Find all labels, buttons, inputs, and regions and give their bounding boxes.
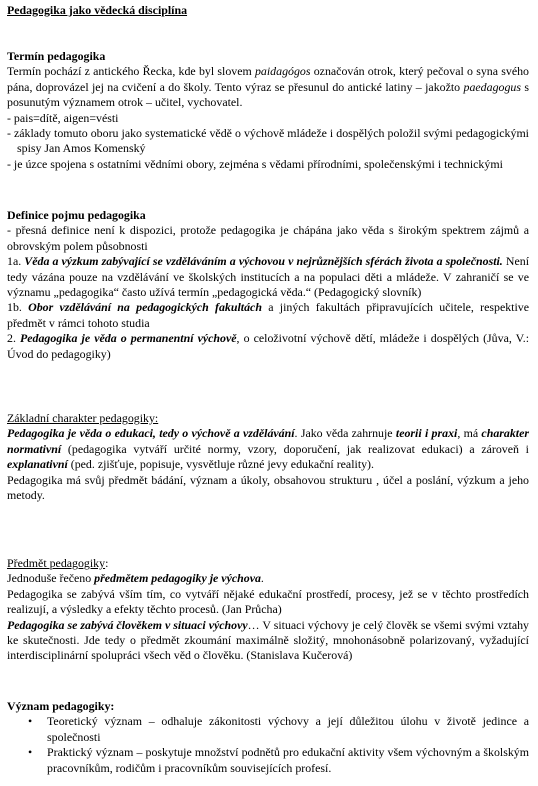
text: , o celoživotní výchově dětí, mládeže i dospělých (Jůva, V.: Úvod do pedagogiky) <box>7 331 530 361</box>
heading-text: Předmět pedagogiky <box>7 556 106 570</box>
paragraph: Pedagogika se zabývá vším tím, co vytváří nějaké edukační prostředí, procesy, jež se v těchto prostředích realizují, a výsledky a efekty těchto procesů. (Jan Průcha) <box>7 586 529 617</box>
definition-2 <box>7 331 529 362</box>
text: Termín pochází z antického Řecka, kde byl slovem <box>7 64 255 79</box>
bullet-item <box>7 745 529 776</box>
emphasis: předmětem pedagogiky je výchova <box>94 571 261 586</box>
emphasis: Pedagogika je věda o permanentní výchově <box>20 331 237 346</box>
section-heading: Základní charakter pedagogiky: <box>7 411 159 425</box>
emphasis: paedagogus <box>463 79 521 94</box>
item-number: 1a. <box>7 254 25 269</box>
item-number: 2. <box>7 331 20 346</box>
emphasis: charakter normativní <box>7 426 529 456</box>
list-item: - je úzce spojena s ostatními vědními obory, zejména s vědami přírodními, společenskými i technickými <box>7 156 503 171</box>
heading-text: Význam pedagogiky <box>7 699 111 713</box>
emphasis: paidagógos <box>254 64 311 79</box>
item-number: 1b. <box>7 300 29 315</box>
paragraph <box>7 571 529 586</box>
text: , má <box>457 426 482 441</box>
emphasis: explanativní <box>7 457 68 472</box>
list-item: - základy tomuto oboru jako systematické vědě o výchově mládeže i dospělých položil svými pedagogickými spisy Jan Amos Komenský <box>7 126 529 156</box>
text: . <box>260 571 264 586</box>
bullet-icon: • <box>28 745 33 760</box>
bullet-text: Praktický význam – poskytuje množství podnětů pro edukační aktivity všem výchovným a školským pracovníkům, rodičům i pracovníkům souvisejících profesí. <box>47 745 529 775</box>
heading-colon: : <box>110 699 115 713</box>
section-heading: Termín pedagogika <box>7 49 106 63</box>
text: (pedagogika vytváří určité normy, vzory, doporučení, jak realizovat edukaci) a zároveň i <box>61 441 529 456</box>
text: Není tedy vázána pouze na vzdělávání ve školských institucích a na populaci děti a mládeže. V zahraničí se ve významu „pedagogika“ často užívá termín „pedagogická věda.“ (Pedagogický slovník) <box>7 254 530 300</box>
emphasis: Pedagogika je věda o edukaci, tedy o výchově a vzdělávání <box>7 426 295 441</box>
text: … V situaci výchovy je celý člověk se všemi svými vztahy ke skutečnosti. Jde tedy o předmět zkoumání maximálně složitý, mnohonásobně polarizovaný, vyžadující interdisciplinární spolupráci všech věd o člověku. (Stanislava Kučerová) <box>7 617 529 663</box>
text: s posunutým významem otrok – učitel, vychovatel. <box>7 79 529 110</box>
section-heading <box>7 699 529 714</box>
text: Jednoduše řečeno <box>7 571 95 586</box>
definition-1a <box>7 254 529 300</box>
section-definice <box>7 208 529 362</box>
list-item: - pais=dítě, aigen=vésti <box>7 110 119 125</box>
bullet-icon: • <box>28 714 33 729</box>
paragraph <box>7 618 529 664</box>
text: . Jako věda zahrnuje <box>294 426 396 441</box>
paragraph: Pedagogika má svůj předmět bádání, význam a úkoly, obsahovou strukturu , účel a poslání, výzkum a jeho metody. <box>7 472 529 503</box>
heading-colon: : <box>105 556 109 570</box>
section-vyznam <box>7 699 529 776</box>
section-charakter <box>7 411 529 503</box>
emphasis: Pedagogika se zabývá člověkem v situaci výchovy <box>7 617 248 632</box>
text: a jiných fakultách připravujících učitele, respektive předmět v rámci tohoto studia <box>7 300 530 330</box>
section-heading: Definice pojmu pedagogika <box>7 208 146 222</box>
list-item: - přesná definice není k dispozici, protože pedagogika je chápána jako věda s širokým spektrem zájmů a obrovským polem působnosti <box>7 223 529 253</box>
emphasis: Věda a výzkum zabývající se vzděláváním a výchovou v nejrůznějších sférách života a společnosti. <box>24 254 503 269</box>
text: (ped. zjišťuje, popisuje, vysvětluje různé jevy edukační reality). <box>67 457 374 472</box>
paragraph <box>7 64 529 110</box>
document-title: Pedagogika jako vědecká disciplína <box>7 3 188 17</box>
definition-1b <box>7 300 529 331</box>
text: označován otrok, který pečoval o syna svého pána, doprovázel jej na cvičení a do školy. Tento výraz se přesunul do antické latiny – jakožto <box>7 64 529 94</box>
section-heading <box>7 556 529 571</box>
bullet-text: Teoretický význam – odhaluje zákonitosti výchovy a její důležitou úlohu v životě jedince a společnosti <box>47 714 529 744</box>
bullet-item <box>7 714 529 745</box>
section-termin <box>7 49 529 172</box>
paragraph <box>7 426 529 472</box>
emphasis: Obor vzdělávání na pedagogických fakultách <box>28 300 262 315</box>
emphasis: teorii i praxi <box>395 426 458 441</box>
section-predmet <box>7 556 529 664</box>
